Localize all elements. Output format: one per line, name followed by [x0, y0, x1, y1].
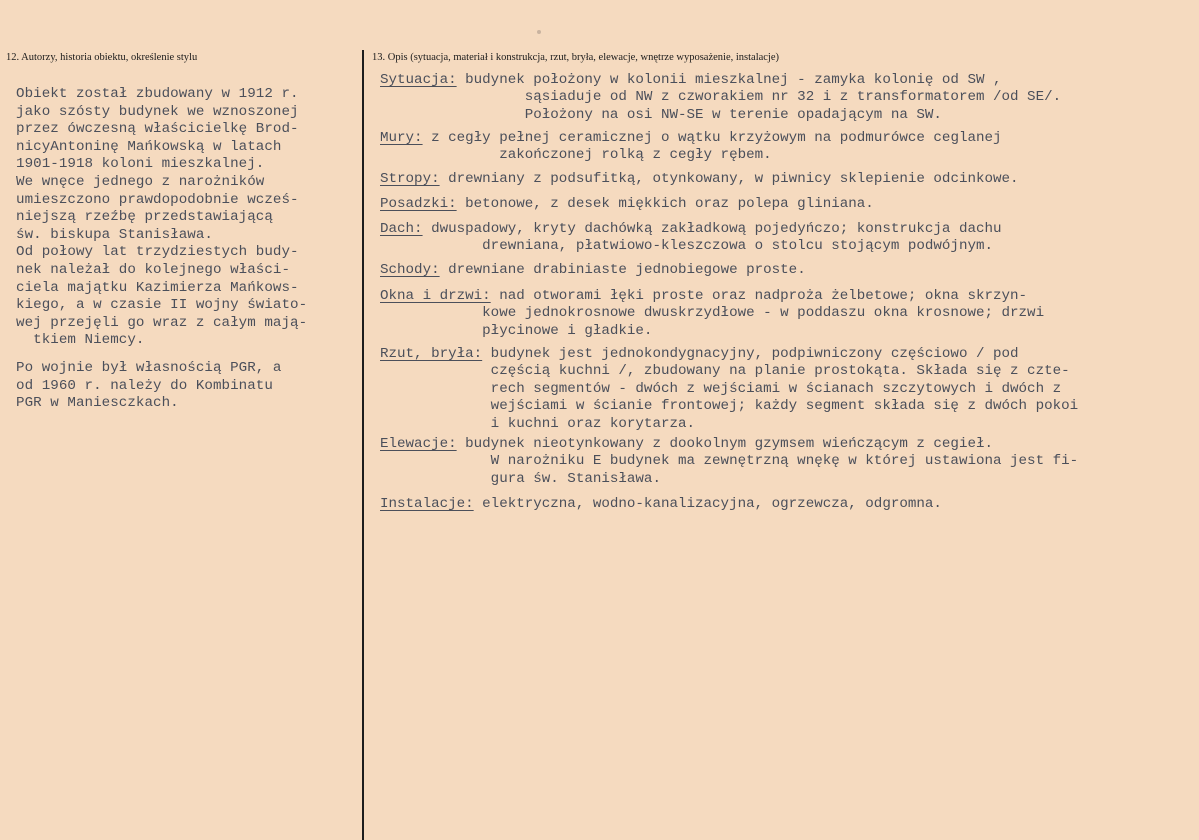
history-line: Po wojnie był własnością PGR, a: [16, 359, 282, 376]
section-label: Mury:: [380, 130, 423, 146]
section-label: Sytuacja:: [380, 72, 457, 88]
history-line: PGR w Maniesczkach.: [16, 395, 179, 412]
section-first-line: [380, 262, 1180, 279]
history-line: Obiekt został zbudowany w 1912 r.: [16, 86, 299, 102]
section-label: Okna i drzwi:: [380, 288, 491, 304]
description-section: [380, 496, 1180, 513]
description-section: [380, 221, 1180, 256]
section-13-header: 13. Opis (sytuacja, materiał i konstrukcja, rzut, bryła, elewacje, wnętrze wyposażenie, instalacje): [372, 52, 780, 63]
description-section: [380, 346, 1180, 433]
section-continuation-line: kowe jednokrosnowe dwuskrzydłowe - w poddaszu okna krosnowe; drzwi: [380, 305, 1045, 322]
section-continuation-line: płycinowe i gładkie.: [380, 322, 653, 339]
section-text: budynek jest jednokondygnacyjny, podpiwniczony częściowo / pod: [482, 346, 1019, 362]
section-first-line: [380, 496, 1180, 513]
section-continuation-line: W narożniku E budynek ma zewnętrzną wnękę w której ustawiona jest fi-: [380, 453, 1079, 470]
history-line: Od połowy lat trzydziestych budy-: [16, 244, 299, 261]
section-continuation-line: drewniana, płatwiowo-kleszczowa o stolcu stojącym podwójnym.: [380, 238, 993, 255]
history-line: nek należał do kolejnego właści-: [16, 261, 291, 278]
history-line: kiego, a w czasie II wojny świato-: [16, 297, 308, 314]
history-line: jako szósty budynek we wznoszonej: [16, 103, 299, 120]
section-first-line: [380, 196, 1180, 213]
section-continuation-line: i kuchni oraz korytarza.: [380, 415, 696, 432]
history-text: [16, 86, 360, 413]
section-continuation-line: wejściami w ścianie frontowej; każdy segment składa się z dwóch pokoi: [380, 398, 1079, 415]
section-first-line: [380, 130, 1180, 147]
section-first-line: [380, 288, 1180, 305]
section-text: budynek nieotynkowany z dookolnym gzymsem wieńczącym z cegieł.: [456, 436, 993, 452]
section-label: Rzut, bryła:: [380, 346, 483, 362]
section-text: betonowe, z desek miękkich oraz polepa gliniana.: [456, 196, 874, 212]
history-line: wej przejęli go wraz z całym mają-: [16, 314, 308, 331]
history-line: tkiem Niemcy.: [16, 332, 145, 349]
section-label: Instalacje:: [380, 496, 474, 512]
history-line: od 1960 r. należy do Kombinatu: [16, 377, 273, 394]
history-line: 1901-1918 koloni mieszkalnej.: [16, 156, 265, 173]
history-line: We wnęce jednego z narożników: [16, 173, 265, 190]
section-first-line: [380, 221, 1180, 238]
section-text: elektryczna, wodno-kanalizacyjna, ogrzewcza, odgromna.: [473, 496, 942, 512]
description-section: [380, 130, 1180, 165]
section-continuation-line: zakończonej rolką z cegły rębem.: [380, 147, 772, 164]
section-label: Elewacje:: [380, 436, 457, 452]
section-label: Posadzki:: [380, 196, 457, 212]
section-continuation-line: gura św. Stanisława.: [380, 470, 661, 487]
description-section: [380, 436, 1180, 488]
section-text: z cegły pełnej ceramicznej o wątku krzyżowym na podmurówce ceglanej: [422, 130, 1002, 146]
section-label: Dach:: [380, 221, 423, 237]
description-section: [380, 72, 1180, 124]
description-section: [380, 196, 1180, 213]
history-line: niejszą rzeźbę przedstawiającą: [16, 209, 273, 226]
section-text: budynek położony w kolonii mieszkalnej - zamyka kolonię od SW ,: [456, 72, 1002, 88]
section-12-header: 12. Autorzy, historia obiektu, określenie stylu: [6, 52, 198, 63]
description-section: [380, 262, 1180, 279]
section-continuation-line: rech segmentów - dwóch z wejściami w ścianach szczytowych i dwóch z: [380, 380, 1062, 397]
column-divider: [362, 50, 364, 840]
section-text: dwuspadowy, kryty dachówką zakładkową pojedyńczo; konstrukcja dachu: [422, 221, 1002, 237]
history-line: ciela majątku Kazimierza Mańkows-: [16, 279, 299, 296]
section-first-line: [380, 72, 1180, 89]
section-continuation-line: częścią kuchni /, zbudowany na planie prostokąta. Składa się z czte-: [380, 363, 1070, 380]
section-continuation-line: Położony na osi NW-SE w terenie opadającym na SW.: [380, 106, 942, 123]
section-text: drewniane drabiniaste jednobiegowe proste.: [439, 262, 806, 278]
history-line: przez ówczesną właścicielkę Brod-: [16, 121, 299, 138]
history-line: umieszczono prawdopodobnie wcześ-: [16, 191, 299, 208]
description-section: [380, 288, 1180, 340]
paper-speck: [537, 30, 541, 34]
section-text: drewniany z podsufitką, otynkowany, w piwnicy sklepienie odcinkowe.: [439, 171, 1019, 187]
section-first-line: [380, 346, 1180, 363]
section-label: Schody:: [380, 262, 440, 278]
section-label: Stropy:: [380, 171, 440, 187]
section-first-line: [380, 436, 1180, 453]
history-line: nicyAntoninę Mańkowską w latach: [16, 138, 282, 155]
section-continuation-line: sąsiaduje od NW z czworakiem nr 32 i z transformatorem /od SE/.: [380, 89, 1062, 106]
description-section: [380, 171, 1180, 188]
history-line: św. biskupa Stanisława.: [16, 226, 213, 243]
section-text: nad otworami łęki proste oraz nadproża żelbetowe; okna skrzyn-: [490, 288, 1028, 304]
section-first-line: [380, 171, 1180, 188]
